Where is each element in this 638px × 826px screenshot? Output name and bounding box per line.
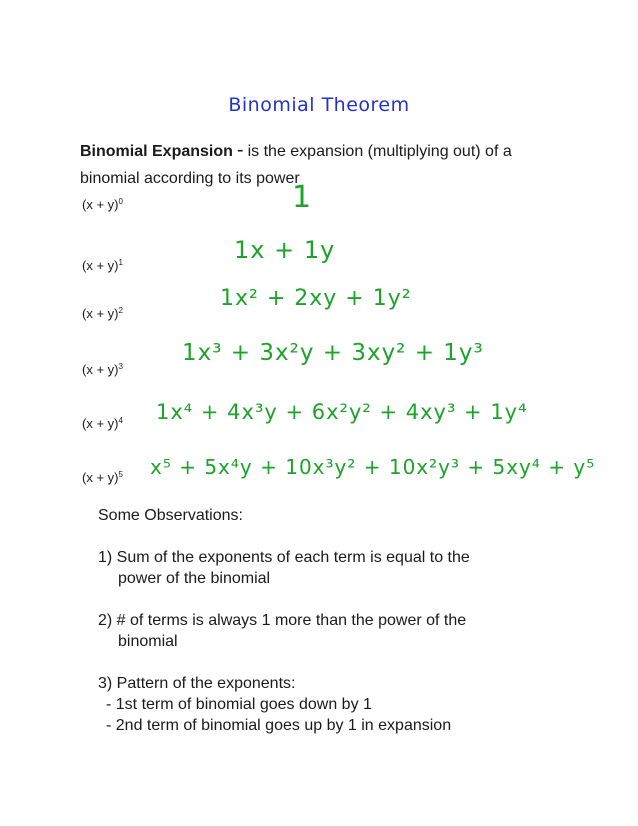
row-label-power-4 bbox=[82, 416, 123, 431]
expansion-row-1: 1x + 1y bbox=[234, 236, 336, 264]
expansion-row-3: 1x³ + 3x²y + 3xy² + 1y³ bbox=[182, 340, 484, 366]
row-power: 4 bbox=[118, 416, 123, 425]
row-base: (x + y) bbox=[82, 362, 119, 377]
expansion-row-0: 1 bbox=[292, 180, 313, 215]
row-power: 5 bbox=[118, 470, 123, 479]
row-power: 3 bbox=[118, 362, 123, 371]
observation-1-line1: 1) Sum of the exponents of each term is equal to the bbox=[98, 549, 470, 566]
intro-paragraph bbox=[80, 137, 580, 192]
observation-3-line1: 3) Pattern of the exponents: bbox=[98, 675, 296, 692]
observation-2-line1: 2) # of terms is always 1 more than the power of the bbox=[98, 612, 467, 629]
observations-section bbox=[98, 505, 558, 757]
observation-3 bbox=[98, 673, 558, 736]
row-label-power-2 bbox=[82, 306, 123, 321]
expansion-row-2: 1x² + 2xy + 1y² bbox=[220, 286, 412, 311]
row-power: 1 bbox=[118, 258, 123, 267]
observation-3-sub1: - 1st term of binomial goes down by 1 bbox=[106, 696, 372, 713]
row-label-power-1 bbox=[82, 258, 123, 273]
row-label-power-5 bbox=[82, 470, 123, 485]
row-label-power-3 bbox=[82, 362, 123, 377]
row-power: 2 bbox=[118, 306, 123, 315]
intro-definition-line2: binomial according to its power bbox=[80, 170, 300, 187]
intro-definition-line1: is the expansion (multiplying out) of a bbox=[247, 143, 512, 160]
row-power: 0 bbox=[118, 197, 123, 206]
expansion-row-5: x⁵ + 5x⁴y + 10x³y² + 10x²y³ + 5xy⁴ + y⁵ bbox=[150, 455, 596, 479]
row-base: (x + y) bbox=[82, 258, 119, 273]
expansion-row-4: 1x⁴ + 4x³y + 6x²y² + 4xy³ + 1y⁴ bbox=[156, 400, 528, 424]
observation-2-line2: binomial bbox=[118, 633, 178, 650]
observation-2 bbox=[98, 610, 558, 652]
row-base: (x + y) bbox=[82, 416, 119, 431]
observation-1-line2: power of the binomial bbox=[118, 570, 271, 587]
row-label-power-0 bbox=[82, 197, 123, 212]
page-title: Binomial Theorem bbox=[228, 94, 410, 116]
observation-1 bbox=[98, 547, 558, 589]
intro-dash: - bbox=[236, 139, 244, 161]
row-base: (x + y) bbox=[82, 470, 119, 485]
row-base: (x + y) bbox=[82, 306, 119, 321]
observation-3-sub2: - 2nd term of binomial goes up by 1 in expansion bbox=[106, 717, 452, 734]
observations-heading: Some Observations: bbox=[98, 507, 243, 524]
intro-term: Binomial Expansion bbox=[80, 143, 233, 160]
row-base: (x + y) bbox=[82, 197, 119, 212]
